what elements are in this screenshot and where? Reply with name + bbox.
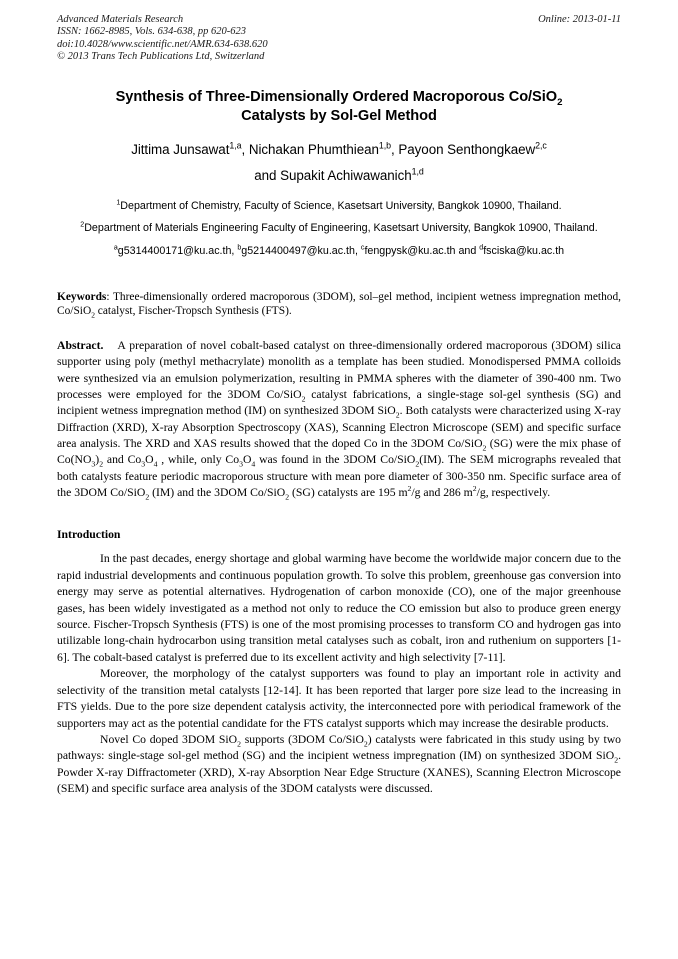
abstract-sub-12: 2 <box>285 492 290 502</box>
issn-volume-pages: ISSN: 1662-8985, Vols. 634-638, pp 620-623 <box>57 26 246 38</box>
intro-p3-text-1: Novel Co doped 3DOM SiO <box>100 732 238 746</box>
abstract-sub-6: 3 <box>141 459 146 469</box>
title-part1: Synthesis of Three-Dimensionally Ordered Macroporous Co/SiO <box>115 88 558 105</box>
author-list <box>57 127 621 189</box>
abstract-text-7: O <box>145 453 154 467</box>
affiliation-2-text: Department of Materials Engineering Faculty of Engineering, Kasetsart University, Bangkok 10900, Thailand. <box>84 222 598 235</box>
author-3: , Payoon Senthongkaew <box>391 141 536 157</box>
affiliation-1 <box>57 198 621 215</box>
author-2: , Nichakan Phumthiean <box>241 141 379 157</box>
affiliation-1-text: Department of Chemistry, Faculty of Science, Kasetsart University, Bangkok 10900, Thailand. <box>120 199 562 212</box>
section-heading-introduction: Introduction <box>57 528 121 542</box>
email-a[interactable]: g5314400171@ku.ac.th, <box>117 244 238 257</box>
email-c[interactable]: fengpysk@ku.ac.th and <box>364 244 480 257</box>
abstract-sub-3: 2 <box>482 443 487 453</box>
author-2-affil-marker: 1,b <box>378 140 392 151</box>
title-block <box>57 64 621 259</box>
title-part2: Catalysts by Sol-Gel Method <box>241 108 437 125</box>
abstract-text-9: O <box>242 453 252 467</box>
abstract-sub-2: 2 <box>395 410 400 420</box>
online-date: Online: 2013-01-11 <box>538 14 621 25</box>
author-1-affil-marker: 1,a <box>229 140 242 151</box>
email-b-marker: b <box>237 244 242 252</box>
title-subscript: 2 <box>557 96 563 108</box>
abstract-sub-8: 3 <box>239 459 243 469</box>
doi-line: doi:10.4028/www.scientific.net/AMR.634-638.620 <box>57 38 268 50</box>
abstract-text-15: /g, respectively. <box>476 486 551 500</box>
abstract-sub-4: 3 <box>91 459 96 469</box>
affiliation-2-marker: 2 <box>80 221 85 229</box>
abstract-sub-10: 2 <box>415 459 420 469</box>
intro-p3-text-3: ) catalysts were fabricated in this study using by two pathways: single-stage sol-gel method (SG) and the incipient wetness impregnation (IM) on synthesized 3DOM SiO <box>57 732 621 763</box>
abstract-label: Abstract. <box>57 339 104 352</box>
keywords-sub-1: 2 <box>91 310 95 320</box>
email-a-marker: a <box>113 244 118 252</box>
intro-paragraph-1: In the past decades, energy shortage and global warming have become the worldwide major concern due to the rapid industrial developments and continuous population growth. To solve this problem, greenhouse gas conversion into energy may serve as potential alternatives. Hydrogenation of carbon monoxide (CO), one of the major greenhouse gases, has been widely investigated as a method not only to reduce the CO emission but also to produce green energy source. Fischer-Tropsch Synthesis (FTS) is one of the most promising processes to transform CO and hydrogen gas into utilizable long-chain hydrocarbon using transition metal catalyses such as cobalt, iron and ruthenium on supporters [1-6]. The cobalt-based catalyst is preferred due to its excellent activity and high selectivity [7-11]. <box>57 552 621 664</box>
abstract-text-1: A preparation of novel cobalt-based catalyst on three-dimensionally ordered macroporous (3DOM) silica supporter using poly (methyl methacrylate) monolith as a template has been studied. Monodispersed PMMA colloids were synthesized via an emulsion polymerization, resulting in PMMA spheres with the diameter of 390-400 nm. Two processes were employed for the 3DOM Co/SiO <box>57 339 621 402</box>
abstract-text-10: was found in the 3DOM Co/SiO <box>255 453 416 467</box>
abstract-text-8: , while, only Co <box>157 453 240 467</box>
email-d[interactable]: fsciska@ku.ac.th <box>483 244 565 257</box>
abstract-text-3: . Both catalysts were characterized using X-ray Diffraction (XRD), X-ray Absorption Spectroscopy (XAS), Scanning Electron Microscope (SEM) and specific surface area analysis. The XRD and XAS results showed that the doped Co in the 3DOM Co/SiO <box>57 404 621 451</box>
copyright-line: © 2013 Trans Tech Publications Ltd, Switzerland <box>57 51 265 63</box>
affiliations <box>57 189 621 259</box>
abstract-sup-14: 2 <box>472 484 477 494</box>
intro-p3-sub-1: 2 <box>237 739 241 749</box>
email-d-marker: d <box>479 244 484 252</box>
author-emails <box>57 244 621 259</box>
author-1: Jittima Junsawat <box>131 141 230 157</box>
abstract-sup-13: 2 <box>407 484 412 494</box>
abstract-text-14: /g and 286 m <box>411 486 473 500</box>
journal-name: Advanced Materials Research <box>57 14 184 25</box>
affiliation-1-marker: 1 <box>116 199 121 207</box>
author-4-affil-marker: 1,d <box>411 166 424 177</box>
author-3-affil-marker: 2,c <box>535 140 547 151</box>
abstract-text-2: catalyst fabrications, a single-stage sol-gel synthesis (SG) and incipient wetness impregnation method (IM) on synthesized 3DOM SiO <box>57 388 621 418</box>
abstract-sub-5: 2 <box>99 459 104 469</box>
abstract-text-5: ) <box>95 453 100 467</box>
abstract-text-6: and Co <box>103 453 142 467</box>
abstract-sub-7: 4 <box>153 459 158 469</box>
intro-p3-text-2: supports (3DOM Co/SiO <box>240 732 364 746</box>
intro-p3-sub-2: 2 <box>363 739 368 749</box>
abstract-text-13: (SG) catalysts are 195 m <box>289 486 408 500</box>
abstract-section <box>57 319 621 501</box>
keywords-section <box>57 265 621 319</box>
intro-paragraph-2: Moreover, the morphology of the catalyst supporters was found to play an important role in activity and selectivity of the transition metal catalysts [12-14]. It has been reported that larger pore size lead to the increasing in FTS yields. Due to the pore size dependent catalysis activity, the interconnected pore with periodical framework of the supporters may act as the potential candidate for the FTS catalyst supports which may increase the desirable products. <box>57 667 621 730</box>
author-4: and Supakit Achiwawanich <box>254 167 412 183</box>
abstract-text-4: (SG) were the mix phase of Co(NO <box>57 437 621 467</box>
abstract-sub-1: 2 <box>301 394 306 404</box>
keywords-text-2: catalyst, Fischer-Tropsch Synthesis (FTS). <box>94 305 292 318</box>
keywords-text-1: : Three-dimensionally ordered macroporous (3DOM), sol–gel method, incipient wetness impregnation method, Co/SiO <box>57 290 621 318</box>
intro-paragraph-3 <box>57 732 621 798</box>
abstract-text-12: (IM) and the 3DOM Co/SiO <box>149 486 286 500</box>
keywords-label: Keywords <box>57 290 107 303</box>
affiliation-2 <box>57 220 621 237</box>
abstract-sub-9: 4 <box>251 459 256 469</box>
intro-p3-text-4: . Powder X-ray Diffractometer (XRD), X-ray Absorption Near Edge Structure (XANES), Scanning Electron Microscope (SEM) and specific surface area analysis of the 3DOM catalysts were discussed. <box>57 749 621 796</box>
intro-p3-sub-3: 2 <box>614 755 619 765</box>
abstract-text-11: (IM). The SEM micrographs revealed that both catalysts feature periodic macroporous structure with mean pore diameter of 300-350 nm. Specific surface area of the 3DOM Co/SiO <box>57 453 621 500</box>
abstract-sub-11: 2 <box>145 492 150 502</box>
page-title <box>57 64 621 127</box>
email-b[interactable]: g5214400497@ku.ac.th, <box>241 244 361 257</box>
journal-masthead <box>57 14 621 64</box>
email-c-marker: c <box>360 244 365 252</box>
